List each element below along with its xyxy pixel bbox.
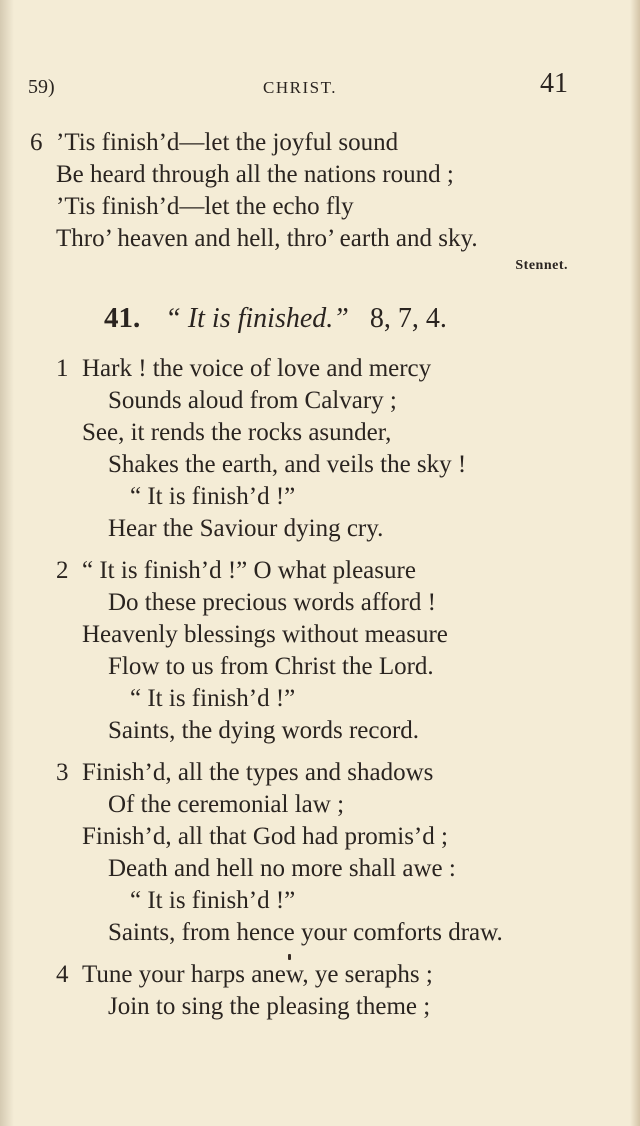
verse-line: Saints, the dying words record.: [108, 717, 420, 744]
verse-line: Death and hell no more shall awe :: [108, 855, 456, 882]
verse-line: “ It is finish’d !” O what pleasure: [82, 557, 416, 584]
hymn-title: “ It is finished.”: [165, 303, 349, 334]
verse-line: “ It is finish’d !”: [130, 887, 296, 914]
verse-line: “ It is finish’d !”: [130, 483, 296, 510]
verse-line: Join to sing the pleasing theme ;: [108, 993, 431, 1020]
verse-line: Finish’d, all the types and shadows: [82, 759, 434, 786]
verse-line: Shakes the earth, and veils the sky !: [108, 451, 467, 478]
verse-number: 1: [56, 355, 69, 382]
verse-line: Thro’ heaven and hell, thro’ earth and sky.: [56, 225, 478, 252]
verse-line: ’Tis finish’d—let the joyful sound: [56, 129, 399, 156]
verse-line: Be heard through all the nations round ;: [56, 161, 454, 188]
verse-line: See, it rends the rocks asunder,: [82, 419, 392, 446]
hymn-meter: 8, 7, 4.: [369, 303, 447, 334]
page-number: 41: [540, 68, 568, 99]
verse-number: 4: [56, 961, 69, 988]
verse-line: Hark ! the voice of love and mercy: [82, 355, 432, 382]
verse-line: Hear the Saviour dying cry.: [108, 515, 384, 542]
verse-number: 3: [56, 759, 69, 786]
hymn-heading: [104, 302, 447, 335]
page-reference: 59): [28, 76, 55, 98]
author-attribution: Stennet.: [515, 258, 568, 273]
verse-line: Flow to us from Christ the Lord.: [108, 653, 434, 680]
verse-line: Heavenly blessings without measure: [82, 621, 448, 648]
verse-line: Sounds aloud from Calvary ;: [108, 387, 397, 414]
section-title: CHRIST.: [263, 78, 337, 97]
verse-line: ’Tis finish’d—let the echo fly: [56, 193, 354, 220]
verse-line: Do these precious words afford !: [108, 589, 436, 616]
verse-line: Of the ceremonial law ;: [108, 791, 345, 818]
running-header: [0, 66, 640, 106]
hymn-number: 41.: [104, 302, 141, 334]
verse-number: 6: [30, 129, 43, 156]
verse-line: Tune your harps anew, ye seraphs ;: [82, 961, 433, 988]
verse-number: 2: [56, 557, 69, 584]
verse-line: “ It is finish’d !”: [130, 685, 296, 712]
verse-line: Finish’d, all that God had promis’d ;: [82, 823, 448, 850]
verse-line: Saints, from hence your comforts draw.: [108, 919, 503, 946]
